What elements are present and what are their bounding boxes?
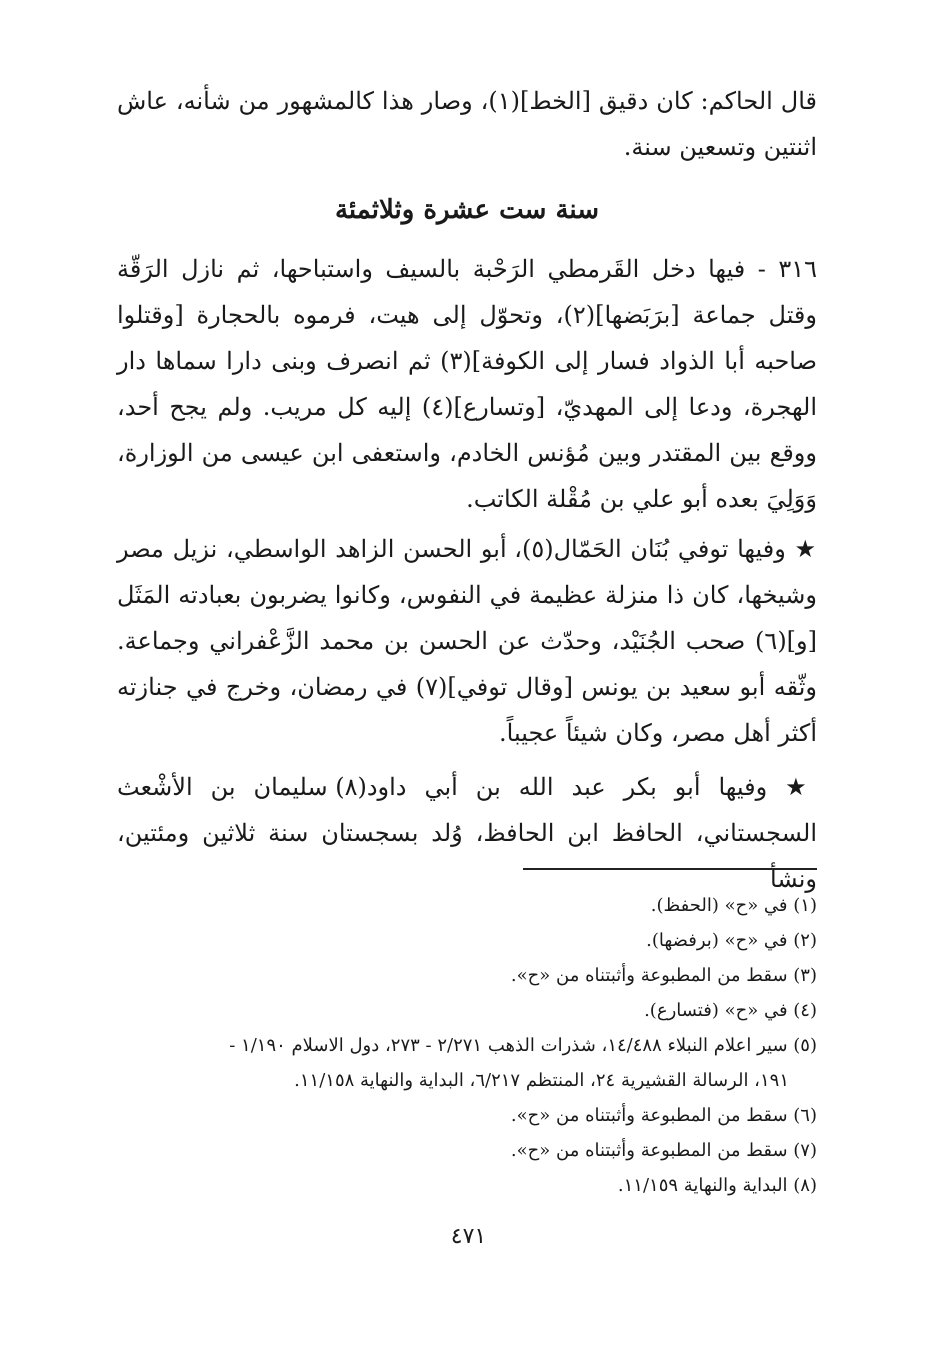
footnote-6: (٦) سقط من المطبوعة وأثبتناه من «ح». (510, 1105, 817, 1126)
footnote-7: (٧) سقط من المطبوعة وأثبتناه من «ح». (510, 1140, 817, 1161)
intro-paragraph: قال الحاكم: كان دقيق [الخط](١)، وصار هذا كالمشهور من شأنه، عاش اثنتين وتسعين سنة. (117, 87, 817, 161)
footnote-1: (١) في «ح» (الحفظ). (650, 895, 817, 916)
section-heading: سنة ست عشرة وثلاثمئة (334, 195, 600, 225)
footnote-8: (٨) البداية والنهاية ١١/١٥٩. (617, 1175, 817, 1196)
footnote-5: (٥) سير اعلام النبلاء ١٤/٤٨٨، شذرات الذهب ٢/٢٧١ - ٢٧٣، دول الاسلام ١/١٩٠ - (229, 1035, 817, 1056)
footnote-3: (٣) سقط من المطبوعة وأثبتناه من «ح». (510, 965, 817, 986)
footnote-2: (٢) في «ح» (برفضها). (646, 930, 817, 951)
paragraph-ibn-abi-dawud: ★ وفيها أبو بكر عبد الله بن أبي داود(٨) سليمان بن الأشْعث السجستاني، الحافظ ابن الحافظ، وُلد بسجستان سنة ثلاثين ومئتين، ونشأ (117, 773, 817, 893)
paragraph-year-316: ٣١٦ - فيها دخل القَرمطي الرَحْبة بالسيف واستباحها، ثم نازل الرَقّة وقتل جماعة [برَبَضها](٢)، وتحوّل إلى هيت، فرموه بالحجارة [وقتلوا صاحبه أبا الذواد فسار إلى الكوفة](٣) ثم انصرف وبنى دارا سماها دار الهجرة، ودعا إلى المهديّ، [وتسارع](٤) إليه كل مريب. ولم يجح أحد، ووقع بين المقتدر وبين مُؤنس الخادم، واستعفى ابن عيسى من الوزارة، وَوَلِيَ بعده أبو علي بن مُقْلة الكاتب. (117, 255, 818, 513)
paragraph-bunan: ★ وفيها توفي بُنَان الحَمّال(٥)، أبو الحسن الزاهد الواسطي، نزيل مصر وشيخها، كان ذا منزلة عظيمة في النفوس، وكانوا يضربون بعبادته المَثَل [و](٦) صحب الجُنَيْد، وحدّث عن الحسن بن محمد الزَّعْفراني وجماعة. وثّقه أبو سعيد بن يونس [وقال توفي](٧) في رمضان، وخرج في جنازته أكثر أهل مصر، وكان شيئاً عجيباً. (117, 535, 817, 747)
footnote-5-continuation: ١٩١، الرسالة القشيرية ٢٤، المنتظم ٦/٢١٧، البداية والنهاية ١١/١٥٨. (294, 1070, 789, 1091)
page-number: ٤٧١ (450, 1224, 487, 1249)
footnote-divider (523, 868, 817, 870)
footnote-4: (٤) في «ح» (فتسارع). (644, 1000, 817, 1021)
footnotes (117, 888, 817, 1203)
